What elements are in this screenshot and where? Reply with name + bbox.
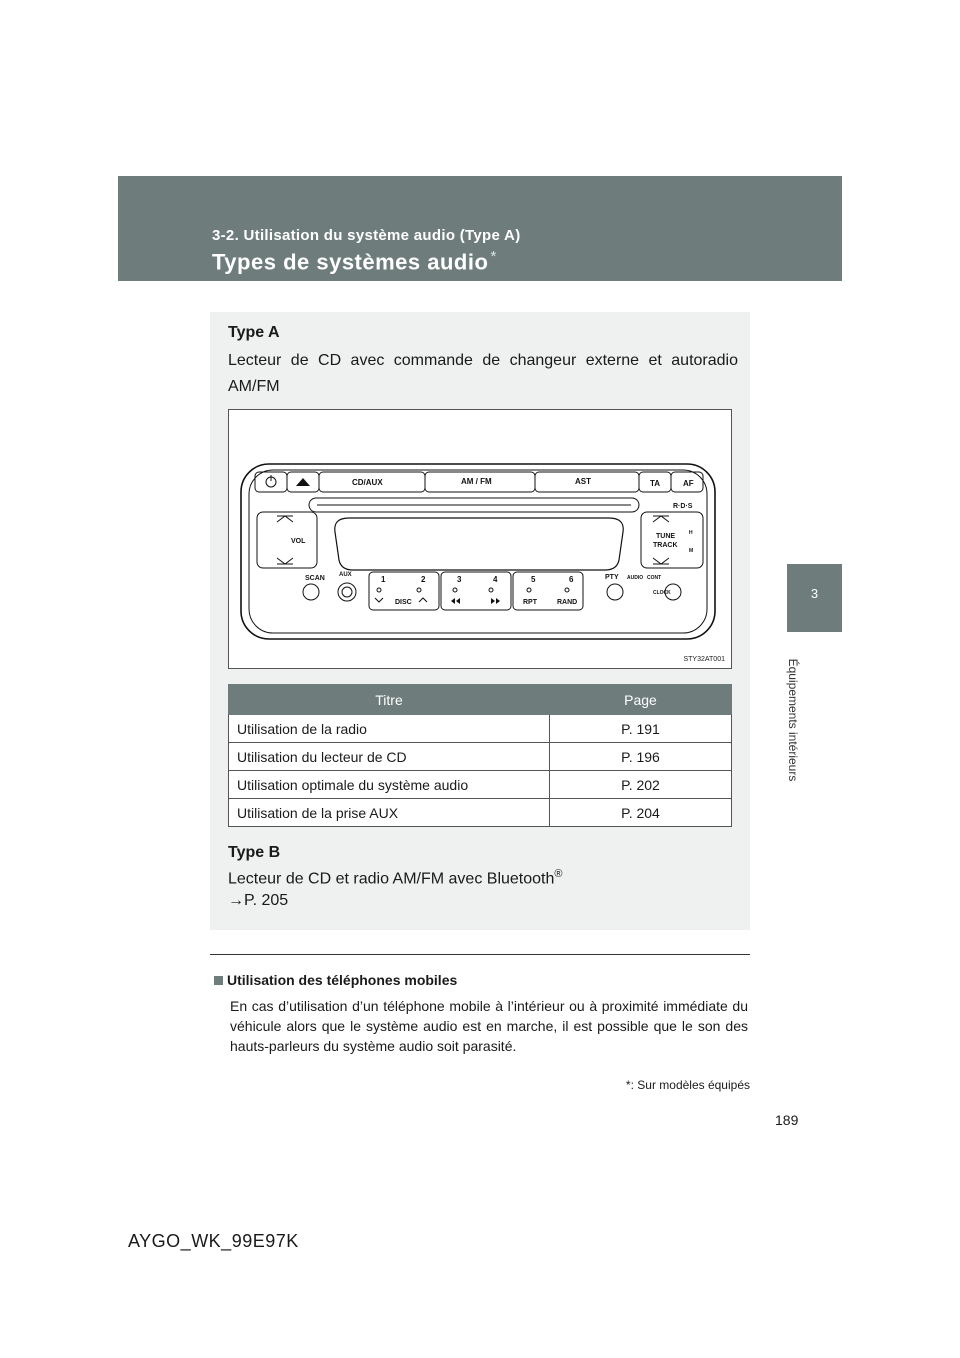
audio-panel-illustration xyxy=(228,409,732,669)
mobile-note-heading: Utilisation des téléphones mobiles xyxy=(214,972,457,988)
chapter-number: 3 xyxy=(810,586,819,601)
reference-table xyxy=(228,684,732,827)
section-title: 3-2. Utilisation du système audio (Type A) xyxy=(212,227,521,244)
rand-label: RAND xyxy=(557,599,578,606)
audio-types-box xyxy=(210,312,750,930)
preset-1-label: 1 xyxy=(381,575,386,584)
row-page-link[interactable]: P. 204 xyxy=(550,799,732,827)
ast-label: AST xyxy=(575,477,591,486)
am-fm-label: AM / FM xyxy=(461,477,492,486)
optional-mark: * xyxy=(490,248,497,265)
preset-6-label: 6 xyxy=(569,575,574,584)
af-label: AF xyxy=(683,479,694,488)
row-title: Utilisation optimale du système audio xyxy=(229,771,550,799)
ta-label: TA xyxy=(650,479,661,488)
scan-label: SCAN xyxy=(305,575,325,582)
table-header-row xyxy=(229,685,732,715)
table-row xyxy=(229,799,732,827)
row-title: Utilisation de la radio xyxy=(229,715,550,743)
type-a-heading: Type A xyxy=(228,324,280,341)
aux-label: AUX xyxy=(339,572,352,578)
table-row xyxy=(229,715,732,743)
audio-label: AUDIO xyxy=(627,575,644,581)
row-page-link[interactable]: P. 196 xyxy=(550,743,732,771)
column-header-page: Page xyxy=(550,685,732,715)
page-title: Types de systèmes audio * xyxy=(212,248,497,275)
preset-5-label: 5 xyxy=(531,575,536,584)
track-label: TRACK xyxy=(653,542,678,549)
cd-aux-label: CD/AUX xyxy=(352,478,383,487)
rds-label: R·D·S xyxy=(673,503,693,510)
rpt-label: RPT xyxy=(523,599,537,606)
preset-4-label: 4 xyxy=(493,575,498,584)
row-title: Utilisation de la prise AUX xyxy=(229,799,550,827)
mobile-note-text: En cas d’utilisation d’un téléphone mobile à l’intérieur ou à proximité immédiate du véhicule alors que le système audio est en marche, il est possible que le son des hauts-parleurs du système audio soit parasité. xyxy=(230,998,748,1054)
divider xyxy=(210,954,750,955)
chapter-side-label: Équipements intérieurs xyxy=(786,658,800,782)
type-b-description: Lecteur de CD et radio AM/FM avec Bluetooth® xyxy=(228,868,563,888)
type-a-description: Lecteur de CD avec commande de changeur externe et autoradio AM/FM xyxy=(228,352,738,395)
row-page-link[interactable]: P. 202 xyxy=(550,771,732,799)
table-row xyxy=(229,771,732,799)
audio-panel-drawing xyxy=(229,410,731,668)
vol-label: VOL xyxy=(291,538,306,545)
page-number: 189 xyxy=(775,1112,799,1128)
h-label: H xyxy=(689,530,693,536)
square-bullet-icon xyxy=(214,976,223,985)
chapter-header xyxy=(118,176,842,281)
image-caption: STY32AT001 xyxy=(683,656,725,663)
type-b-page-link[interactable]: →P. 205 xyxy=(228,892,289,909)
row-title: Utilisation du lecteur de CD xyxy=(229,743,550,771)
row-page-link[interactable]: P. 191 xyxy=(550,715,732,743)
cont-label: CONT xyxy=(647,575,662,581)
table-row xyxy=(229,743,732,771)
clock-label: CLOCK xyxy=(653,590,671,596)
type-b-heading: Type B xyxy=(228,844,281,861)
footnote: *: Sur modèles équipés xyxy=(625,1078,750,1092)
tune-label: TUNE xyxy=(656,533,676,540)
document-id: AYGO_WK_99E97K xyxy=(128,1231,299,1251)
chapter-tab[interactable] xyxy=(787,564,842,632)
pty-label: PTY xyxy=(605,574,619,581)
preset-2-label: 2 xyxy=(421,575,426,584)
registered-mark: ® xyxy=(554,868,563,880)
m-label: M xyxy=(689,548,694,554)
disc-label: DISC xyxy=(395,599,412,606)
preset-3-label: 3 xyxy=(457,575,462,584)
column-header-title: Titre xyxy=(229,685,550,715)
